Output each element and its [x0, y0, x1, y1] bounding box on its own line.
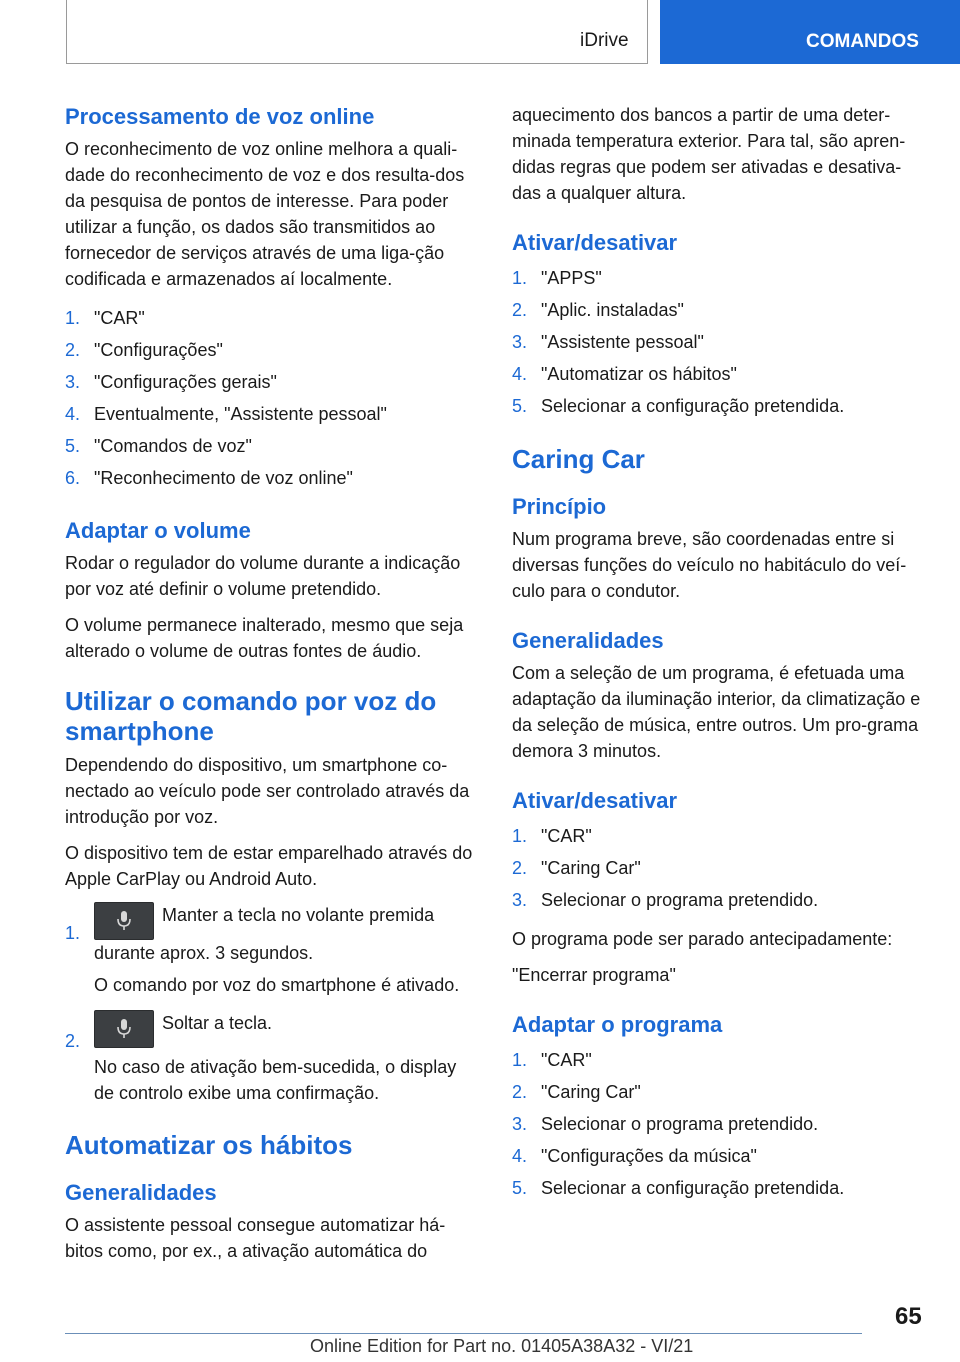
header-section-title: iDrive — [580, 30, 629, 51]
paragraph-volume-1: Rodar o regulador do volume durante a indicação por voz até definir o volume pretendido. — [65, 553, 461, 599]
list-item: 3. "Configurações gerais" — [65, 366, 479, 398]
step-number: 5. — [512, 1178, 528, 1198]
heading-general: Generalidades — [65, 1180, 217, 1205]
heading-activate-1: Ativar/desativar — [512, 230, 678, 255]
paragraph-volume-2: O volume permanece inalterado, mesmo que seja alterado o volume de outras fontes de áudio. — [65, 615, 464, 661]
microphone-icon — [115, 909, 133, 933]
list-item — [65, 902, 479, 998]
step-number: 5. — [512, 396, 528, 416]
heading-caring-car: Caring Car — [512, 444, 645, 474]
step-2-text: Soltar a tecla. — [162, 1013, 273, 1033]
list-item: 2. "Aplic. instaladas" — [512, 294, 926, 326]
list-item: 4. Eventualmente, "Assistente pessoal" — [65, 398, 479, 430]
list-item: 6. "Reconhecimento de voz online" — [65, 462, 479, 494]
heading-activate-2: Ativar/desativar — [512, 788, 678, 813]
list-item: 2. "Configurações" — [65, 334, 479, 366]
paragraph-smartphone-1: Dependendo do dispositivo, um smartphone co-nectado ao veículo pode ser controlado através da introdução por voz. — [65, 755, 470, 827]
list-item: 1. "APPS" — [512, 262, 926, 294]
step-number: 2. — [512, 1082, 528, 1102]
voice-button-image — [94, 1010, 154, 1048]
steps-online-voice — [65, 302, 479, 494]
step-number: 2. — [65, 1031, 81, 1051]
right-column — [512, 102, 926, 1214]
list-item: 3. Selecionar o programa pretendido. — [512, 1108, 926, 1140]
step-number: 2. — [512, 300, 528, 320]
step-number: 4. — [512, 1146, 528, 1166]
paragraph-smartphone-2: O dispositivo tem de estar emparelhado através do Apple CarPlay ou Android Auto. — [65, 843, 473, 889]
list-item: 4. "Configurações da música" — [512, 1140, 926, 1172]
list-item: 3. Selecionar o programa pretendido. — [512, 884, 926, 916]
step-1-text: Manter a tecla no volante premida durante aprox. 3 segundos. — [94, 905, 435, 963]
step-1-result: O comando por voz do smartphone é ativado. — [94, 975, 460, 995]
step-number: 1. — [512, 826, 528, 846]
paragraph-online-voice: O reconhecimento de voz online melhora a quali-dade do reconhecimento de voz e dos resulta-dos da pesquisa de pontos de interesse. Para poder utilizar a função, os dados são transmitidos ao fornecedor de serviços através de uma liga-ção codificada e armazenados aí localmente. — [65, 139, 465, 289]
paragraph-stop-command: "Encerrar programa" — [512, 965, 676, 985]
microphone-icon — [115, 1017, 133, 1041]
paragraph-stop: O programa pode ser parado antecipadamente: — [512, 929, 893, 949]
steps-adapt-program — [512, 1044, 926, 1204]
step-number: 2. — [65, 340, 81, 360]
voice-button-image — [94, 902, 154, 940]
step-number: 3. — [512, 1114, 528, 1134]
header-frame — [66, 0, 648, 64]
footer-edition: Online Edition for Part no. 01405A38A32 - VI/21 — [310, 1336, 694, 1356]
heading-principle: Princípio — [512, 494, 607, 519]
heading-general-2: Generalidades — [512, 628, 664, 653]
step-number: 1. — [512, 1050, 528, 1070]
step-number: 1. — [512, 268, 528, 288]
list-item: 2. "Caring Car" — [512, 1076, 926, 1108]
list-item: 5. Selecionar a configuração pretendida. — [512, 390, 926, 422]
steps-activate-2 — [512, 820, 926, 916]
paragraph-general: O assistente pessoal consegue automatizar há-bitos como, por ex., a ativação automática do — [65, 1215, 446, 1261]
list-item: 1. "CAR" — [65, 302, 479, 334]
steps-smartphone — [65, 902, 479, 1106]
page-number: 65 — [895, 1303, 922, 1330]
step-number: 1. — [65, 923, 81, 943]
step-number: 4. — [65, 404, 81, 424]
paragraph-principle: Num programa breve, são coordenadas entre si diversas funções do veículo no habitáculo do veí-culo para o condutor. — [512, 529, 907, 601]
step-number: 1. — [65, 308, 81, 328]
heading-volume: Adaptar o volume — [65, 518, 251, 543]
heading-habits: Automatizar os hábitos — [65, 1130, 353, 1160]
list-item: 3. "Assistente pessoal" — [512, 326, 926, 358]
step-number: 4. — [512, 364, 528, 384]
step-number: 5. — [65, 436, 81, 456]
list-item — [65, 1010, 479, 1106]
left-column — [65, 102, 479, 1264]
step-number: 3. — [512, 890, 528, 910]
list-item: 4. "Automatizar os hábitos" — [512, 358, 926, 390]
list-item: 1. "CAR" — [512, 1044, 926, 1076]
heading-smartphone-voice: Utilizar o comando por voz do smartphone — [65, 686, 437, 746]
header-chapter-tab: COMANDOS — [660, 0, 960, 64]
paragraph-continuation: aquecimento dos bancos a partir de uma deter-minada temperatura exterior. Para tal, são apren-didas regras que podem ser ativadas e desativa-das a qualquer altura. — [512, 105, 906, 203]
heading-online-voice: Processamento de voz online — [65, 104, 375, 129]
step-number: 2. — [512, 858, 528, 878]
step-number: 3. — [512, 332, 528, 352]
step-number: 3. — [65, 372, 81, 392]
footer-divider — [65, 1333, 862, 1334]
list-item: 1. "CAR" — [512, 820, 926, 852]
heading-adapt-program: Adaptar o programa — [512, 1012, 723, 1037]
list-item: 5. Selecionar a configuração pretendida. — [512, 1172, 926, 1204]
step-number: 6. — [65, 468, 81, 488]
list-item: 2. "Caring Car" — [512, 852, 926, 884]
steps-activate-1 — [512, 262, 926, 422]
paragraph-general-2: Com a seleção de um programa, é efetuada uma adaptação da iluminação interior, da climatização e da seleção de música, entre outros. Um pro-grama demora 3 minutos. — [512, 663, 921, 761]
step-2-result: No caso de ativação bem-sucedida, o display de controlo exibe uma confirmação. — [94, 1057, 457, 1103]
list-item: 5. "Comandos de voz" — [65, 430, 479, 462]
